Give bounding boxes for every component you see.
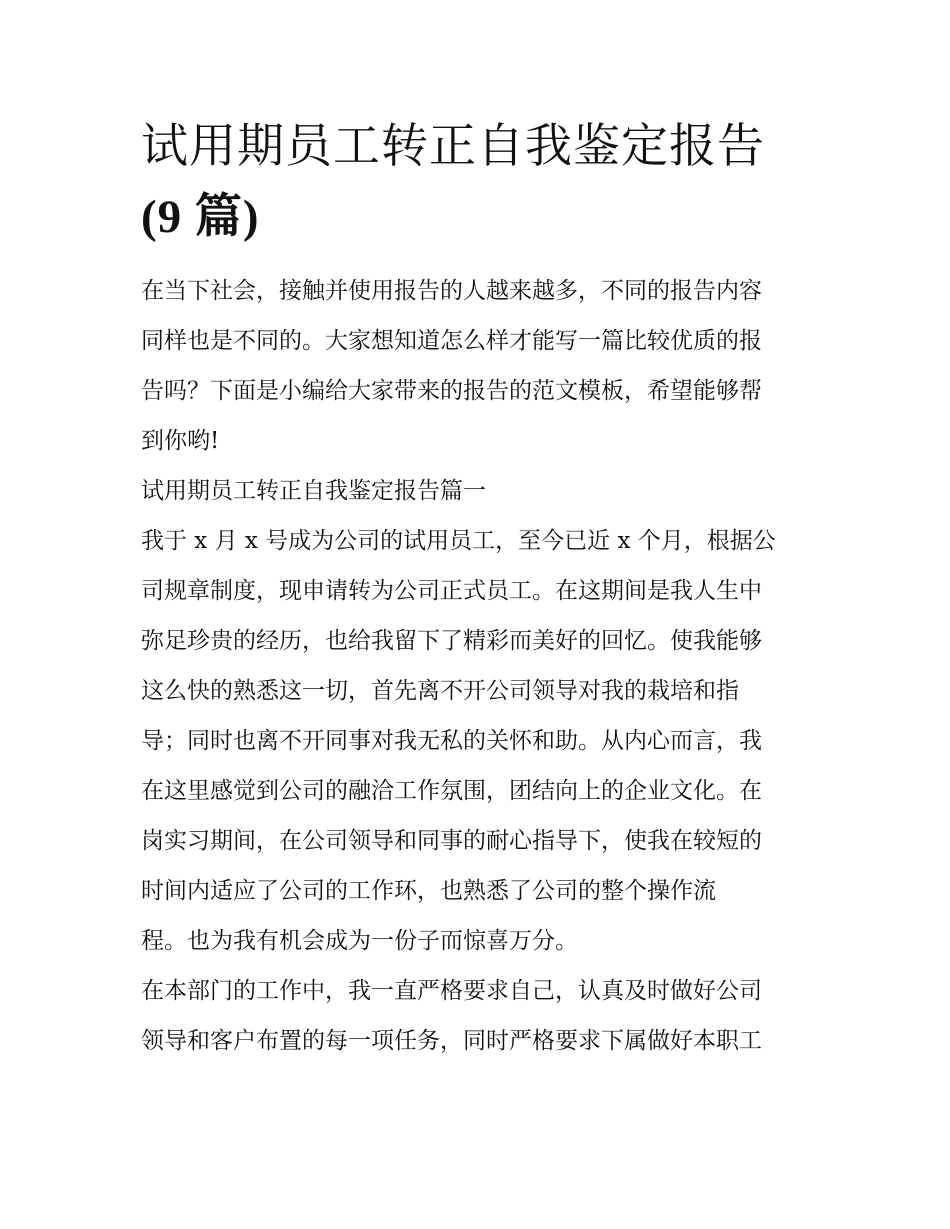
body-line: 程。也为我有机会成为一份子而惊喜万分。 — [141, 928, 578, 954]
document-page — [141, 112, 811, 1066]
section-heading — [141, 466, 811, 516]
body-line: 这么快的熟悉这一切，首先离不开公司领导对我的栽培和指 — [141, 678, 739, 704]
body-line: 司规章制度，现申请转为公司正式员工。在这期间是我人生中 — [141, 578, 762, 604]
body-line: 时间内适应了公司的工作环，也熟悉了公司的整个操作流 — [141, 878, 716, 904]
body-line: 领导和客户布置的每一项任务，同时严格要求下属做好本职工 — [141, 1028, 762, 1054]
intro-line: 同样也是不同的。大家想知道怎么样才能写一篇比较优质的报 — [141, 328, 762, 354]
intro-line: 在当下社会，接触并使用报告的人越来越多，不同的报告内容 — [141, 278, 762, 304]
section-heading-text: 试用期员工转正自我鉴定报告篇一 — [141, 478, 486, 504]
intro-line: 到你哟! — [141, 428, 220, 454]
body-line: 在这里感觉到公司的融洽工作氛围，团结向上的企业文化。在 — [141, 778, 762, 804]
body-line: 导；同时也离不开同事对我无私的关怀和助。从内心而言，我 — [141, 728, 762, 754]
intro-line: 告吗？下面是小编给大家带来的报告的范文模板，希望能够帮 — [141, 378, 762, 404]
body-line: 我于 x 月 x 号成为公司的试用员工，至今已近 x 个月，根据公 — [141, 528, 776, 554]
body-line: 在本部门的工作中，我一直严格要求自己，认真及时做好公司 — [141, 978, 762, 1004]
document-title — [141, 112, 811, 252]
body-line: 弥足珍贵的经历，也给我留下了精彩而美好的回忆。使我能够 — [141, 628, 762, 654]
body-paragraph-1 — [141, 516, 811, 966]
intro-paragraph — [141, 266, 811, 466]
title-line-2: (9 篇) — [141, 191, 260, 243]
body-line: 岗实习期间，在公司领导和同事的耐心指导下，使我在较短的 — [141, 828, 762, 854]
body-paragraph-2 — [141, 966, 811, 1066]
title-line-1: 试用期员工转正自我鉴定报告 — [141, 119, 765, 174]
